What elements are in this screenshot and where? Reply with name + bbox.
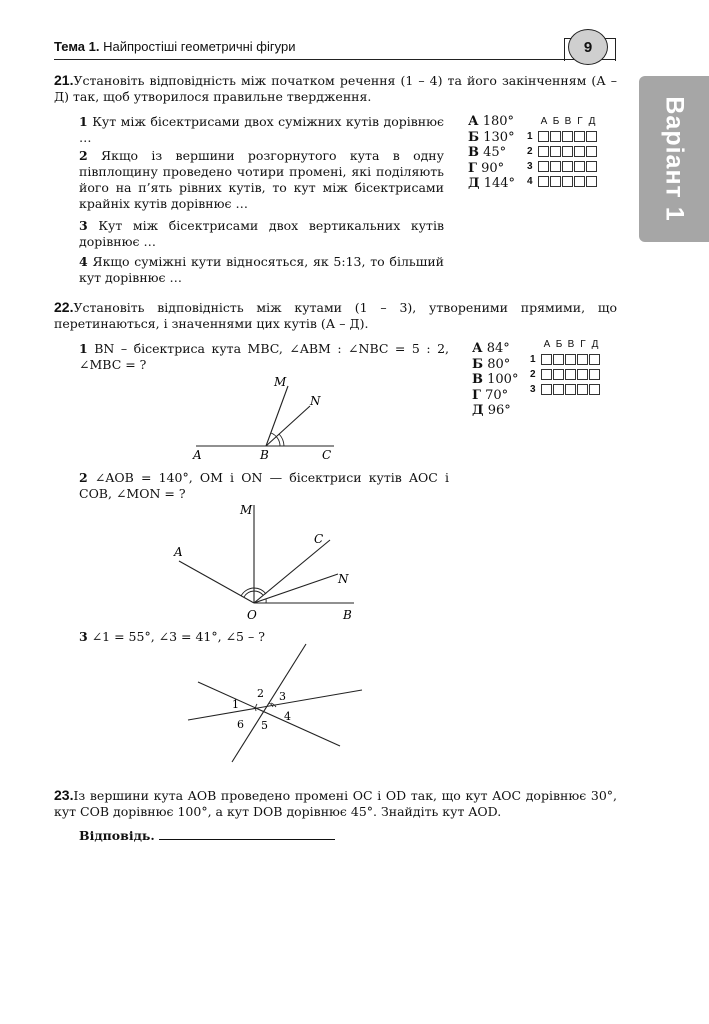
q22-option-c xyxy=(472,372,518,388)
header-topic-title: Найпростіші геометричні фігури xyxy=(103,39,296,54)
q22-figure-3 xyxy=(180,640,370,770)
q21-intro: Установіть відповідність між початком речення (1 – 4) та його закінченням (А – Д) так, щоб утворилося правильне твердження. xyxy=(54,73,617,104)
q22-item-1-number: 1 xyxy=(79,341,88,356)
q21-grid-header xyxy=(527,114,598,129)
answer-cell[interactable] xyxy=(550,146,561,157)
q22-option-e-letter: Д xyxy=(472,403,484,418)
answer-cell[interactable] xyxy=(562,131,573,142)
answer-cell[interactable] xyxy=(586,161,597,172)
q21-option-d xyxy=(468,161,515,177)
q21-option-a-letter: А xyxy=(468,114,479,129)
q22-answer-grid xyxy=(530,337,601,397)
q21-number: 21. xyxy=(54,72,74,88)
q22-grid-col-c: В xyxy=(567,339,575,350)
fig2-label-b: B xyxy=(343,608,352,622)
q21-item-3-number: 3 xyxy=(79,218,88,233)
fig3-label-3: 3 xyxy=(279,690,286,703)
fig3-label-4: 4 xyxy=(284,710,291,723)
q22-item-2-number: 2 xyxy=(79,470,88,485)
q21-grid-row-2 xyxy=(527,144,598,159)
answer-cell[interactable] xyxy=(577,384,588,395)
q22-grid-header xyxy=(530,337,601,352)
fig3-line-1 xyxy=(188,690,362,720)
answer-cell[interactable] xyxy=(589,369,600,380)
q23-number: 23. xyxy=(54,787,74,803)
q22-grid-row-1 xyxy=(530,352,601,367)
q21-grid-row-label: 1 xyxy=(527,131,533,142)
q22-item-2 xyxy=(79,470,449,502)
fig3-label-2: 2 xyxy=(257,687,264,700)
q21-grid-col-c: В xyxy=(564,116,572,127)
q21-option-a xyxy=(468,114,515,130)
q22-option-c-letter: В xyxy=(472,372,483,387)
q21-grid-row-label: 4 xyxy=(527,176,533,187)
q21-option-b xyxy=(468,130,515,146)
q21-option-e-letter: Д xyxy=(468,176,480,191)
q22-figure-1 xyxy=(180,372,350,464)
q22-option-b-value: 80° xyxy=(487,356,511,372)
q23-text: Із вершини кута AOB проведено промені OC і OD так, що кут AOC дорівнює 30°, кут COB дорівнює 100°, а кут DOB дорівнює 45°. Знайдіть кут AOD. xyxy=(54,788,617,819)
fig2-label-n: N xyxy=(338,572,349,586)
q21-option-b-value: 130° xyxy=(483,129,515,145)
answer-cell[interactable] xyxy=(553,384,564,395)
q21-grid-row-label: 3 xyxy=(527,161,533,172)
q21-grid-col-a: А xyxy=(540,116,548,127)
fig1-label-c: C xyxy=(322,448,332,462)
q21-option-d-value: 90° xyxy=(481,160,505,176)
q22-option-d xyxy=(472,388,518,404)
page-number: 9 xyxy=(568,29,608,65)
q23-answer xyxy=(79,827,335,844)
variant-tab-label: Варіант 1 xyxy=(660,96,689,222)
answer-cell[interactable] xyxy=(565,369,576,380)
answer-cell[interactable] xyxy=(586,146,597,157)
q21-options xyxy=(468,114,515,192)
q22-grid-row-2 xyxy=(530,367,601,382)
answer-cell[interactable] xyxy=(574,176,585,187)
variant-tab xyxy=(639,76,709,242)
fig1-label-a: A xyxy=(193,448,202,462)
fig1-label-n: N xyxy=(310,394,321,408)
fig3-label-1: 1 xyxy=(232,698,239,711)
q21-item-4-number: 4 xyxy=(79,254,88,269)
header-title xyxy=(54,39,295,54)
q22-intro-block xyxy=(54,299,617,332)
q21-grid-row-1 xyxy=(527,129,598,144)
answer-cell[interactable] xyxy=(589,354,600,365)
answer-cell[interactable] xyxy=(562,176,573,187)
q21-grid-col-d: Г xyxy=(577,116,583,127)
q21-answer-grid xyxy=(527,114,598,189)
answer-cell[interactable] xyxy=(574,146,585,157)
q22-option-b-letter: Б xyxy=(472,356,484,372)
q22-option-a xyxy=(472,341,518,357)
answer-cell[interactable] xyxy=(541,369,552,380)
q22-item-3-text: ∠1 = 55°, ∠3 = 41°, ∠5 – ? xyxy=(91,629,265,644)
header-topic: Тема 1. xyxy=(54,39,100,54)
q22-grid-col-b: Б xyxy=(555,339,563,350)
q21-item-2 xyxy=(79,148,444,212)
q21-option-b-letter: Б xyxy=(468,129,480,145)
q22-grid-col-d: Г xyxy=(580,339,586,350)
q22-item-2-text: ∠AOB = 140°, OM і ON — бісектриси кутів AOC і COB, ∠MON = ? xyxy=(79,470,449,501)
answer-cell[interactable] xyxy=(562,161,573,172)
fig1-ray-bn xyxy=(266,406,310,446)
q21-item-3-text: Кут між бісектрисами двох вертикальних кутів дорівнює … xyxy=(79,218,444,249)
q21-item-4-text: Якщо суміжні кути відносяться, як 5:13, то більший кут дорівнює … xyxy=(79,254,444,285)
q21-item-4 xyxy=(79,254,444,286)
q22-figure-2 xyxy=(170,500,370,624)
answer-cell[interactable] xyxy=(550,176,561,187)
q22-option-a-value: 84° xyxy=(486,341,510,356)
fig3-angle-arc-1 xyxy=(256,704,257,711)
answer-cell[interactable] xyxy=(565,384,576,395)
q21-option-c-value: 45° xyxy=(483,145,507,160)
q22-item-3-number: 3 xyxy=(79,629,88,644)
q22-item-1-text: BN – бісектриса кута MBC, ∠ABM : ∠NBC = 5 : 2, ∠MBC = ? xyxy=(79,341,449,372)
fig3-label-5: 5 xyxy=(261,719,268,732)
fig1-label-b: B xyxy=(260,448,269,462)
q21-option-e-value: 144° xyxy=(483,176,516,191)
q21-item-1-number: 1 xyxy=(79,114,88,129)
answer-cell[interactable] xyxy=(538,146,549,157)
fig3-label-6: 6 xyxy=(237,718,244,731)
fig2-ray-oa xyxy=(179,561,254,603)
q23-answer-label: Відповідь. xyxy=(79,828,155,843)
q21-item-2-text: Якщо із вершини розгорнутого кута в одну півплощину проведено чотири промені, які поділяють його на п’ять рівних кутів, то кут між бісектрисами крайніх кутів дорівнює … xyxy=(79,148,444,211)
q22-option-c-value: 100° xyxy=(487,372,519,387)
answer-cell[interactable] xyxy=(541,384,552,395)
answer-cell[interactable] xyxy=(553,369,564,380)
fig2-label-c: C xyxy=(314,532,324,546)
q22-grid-row-label: 2 xyxy=(530,369,536,380)
q21-option-e xyxy=(468,176,515,192)
answer-cell[interactable] xyxy=(574,131,585,142)
q21-grid-row-3 xyxy=(527,159,598,174)
q22-option-d-value: 70° xyxy=(485,387,509,403)
q21-intro-block xyxy=(54,72,617,105)
q22-option-e xyxy=(472,403,518,419)
q22-grid-row-label: 3 xyxy=(530,384,536,395)
q21-grid-col-b: Б xyxy=(552,116,560,127)
answer-cell[interactable] xyxy=(541,354,552,365)
answer-cell[interactable] xyxy=(562,146,573,157)
q22-option-d-letter: Г xyxy=(472,387,481,403)
fig2-label-m: M xyxy=(240,503,253,517)
answer-cell[interactable] xyxy=(550,131,561,142)
q21-item-1 xyxy=(79,114,444,146)
answer-cell[interactable] xyxy=(577,369,588,380)
fig3-line-2 xyxy=(198,682,340,746)
q22-option-e-value: 96° xyxy=(487,403,511,418)
fig2-label-o: O xyxy=(247,608,257,622)
q22-grid-row-3 xyxy=(530,382,601,397)
fig2-ray-on xyxy=(254,574,338,603)
answer-cell[interactable] xyxy=(538,131,549,142)
answer-cell[interactable] xyxy=(538,176,549,187)
q21-option-d-letter: Г xyxy=(468,160,477,176)
q21-option-a-value: 180° xyxy=(482,114,515,129)
q22-item-1 xyxy=(79,341,449,373)
answer-cell[interactable] xyxy=(586,131,597,142)
answer-cell[interactable] xyxy=(577,354,588,365)
answer-cell[interactable] xyxy=(538,161,549,172)
answer-cell[interactable] xyxy=(574,161,585,172)
q21-item-3 xyxy=(79,218,444,250)
q21-option-c xyxy=(468,145,515,161)
q21-option-c-letter: В xyxy=(468,145,479,160)
answer-cell[interactable] xyxy=(589,384,600,395)
fig2-angle-arc xyxy=(241,588,254,596)
fig2-angle-arc xyxy=(244,591,254,597)
q21-item-2-number: 2 xyxy=(79,148,88,163)
q21-grid-row-4 xyxy=(527,174,598,189)
fig2-angle-arc xyxy=(254,591,263,595)
q21-grid-col-e: Д xyxy=(588,116,596,127)
q21-item-1-text: Кут між бісектрисами двох суміжних кутів дорівнює … xyxy=(79,114,444,145)
q22-option-a-letter: А xyxy=(472,341,483,356)
q23-block xyxy=(54,787,617,820)
q22-options xyxy=(472,341,518,419)
fig1-label-m: M xyxy=(274,375,287,389)
answer-cell[interactable] xyxy=(586,176,597,187)
header-rule xyxy=(54,59,615,60)
q23-answer-field[interactable] xyxy=(159,827,335,840)
fig2-label-a: A xyxy=(174,545,183,559)
q22-number: 22. xyxy=(54,299,74,315)
q22-intro: Установіть відповідність між кутами (1 – 3), утвореними прямими, що перетинаються, і значеннями цих кутів (А – Д). xyxy=(54,300,617,331)
q22-grid-col-e: Д xyxy=(591,339,599,350)
q22-option-b xyxy=(472,357,518,373)
q21-grid-row-label: 2 xyxy=(527,146,533,157)
answer-cell[interactable] xyxy=(553,354,564,365)
q22-grid-row-label: 1 xyxy=(530,354,536,365)
answer-cell[interactable] xyxy=(550,161,561,172)
answer-cell[interactable] xyxy=(565,354,576,365)
q22-grid-col-a: А xyxy=(543,339,551,350)
page-header xyxy=(54,36,615,60)
